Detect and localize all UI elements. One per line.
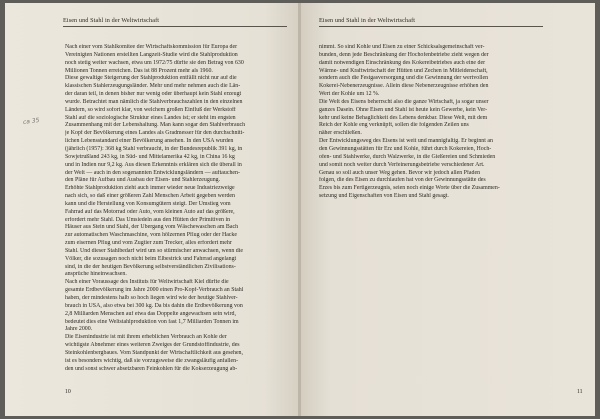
text-line: zum eisernen Pflug und vom Zugtier zum Trecker, alles erfordert mehr (65, 240, 232, 247)
text-line: Völker, die sozusagen noch nicht beim Elbestrick und Fahrrad angelangt (65, 255, 237, 262)
text-line: klassischen Stahlerzeugungsländer. Mehr und mehr nehmen auch die Län- (65, 83, 241, 90)
text-line: nimmt. So sind Kohle und Eisen zu einer Schicksalsgemeinschaft ver- (319, 44, 485, 50)
text-line: Stahl. Und dieser Stahlbedarf wird um so stürmischer anwachsen, wenn die (65, 247, 243, 254)
text-line: ansprüche hineinwachsen. (65, 271, 127, 278)
text-line: der Welt — auch in den sogenannten Entwicklungsländern — auftauchen- (65, 169, 240, 176)
text-line: lichen Lebensstandard einer Bevölkerung ansehen. In den USA wurden (65, 138, 234, 145)
text-line: Genau so soll auch unser Weg gehen. Bevor wir jedoch allen Pfaden (319, 169, 481, 176)
text-line: bunden, denn jede Beschränkung der Hochofenbetriebe zieht wegen der (319, 51, 489, 58)
text-line: Vereinigten Nationen erstellten Langzeit-Studie wird die Stahlproduktion (65, 51, 238, 58)
text-line: Nach einer Voraussage des Instituts für Weltwirtschaft Kiel dürfte die (65, 279, 229, 286)
text-line: Millionen Tonnen erreichen. Das ist 88 Prozent mehr als 1960. (65, 67, 213, 74)
text-line: ist es besonders wichtig, daß sie vorzugsweise die zwangsläufig anfallen- (65, 357, 239, 364)
text-line: Der Entwicklungsweg des Eisens ist weit und mannigfaltig. Er beginnt an (319, 138, 493, 145)
text-line: den Pläne für Aufbau und Ausbau der Eisen- und Stahlerzeugung. (65, 177, 221, 184)
text-line: Reich der Kohle eng verknüpft, sollen die folgenden Zeilen uns (319, 122, 469, 129)
text-line: Erzes bis zum Fertigerzeugnis, seien noch einige Worte über die Zusammen- (319, 185, 500, 192)
text-line: den Gewinnungsstätten für Erz und Kohle, führt durch Kokereien, Hoch- (319, 145, 492, 152)
text-line: Erhöhte Stahlproduktion zieht auch immer wieder neue Industriezweige (65, 185, 235, 192)
text-line: Diese gewaltige Steigerung der Stahlproduktion entfällt nicht nur auf die (65, 75, 237, 82)
text-line: folgen, die des Eisen zu durchlaufen hat von der Gewinnungsstätte des (319, 177, 486, 184)
text-line: Kokerei-Nebenerzeugnisse. Allein diese Nebenerzeugnisse erhöhen den (319, 83, 489, 90)
text-line: ganzes Dasein. Ohne Eisen und Stahl ist heute kein Gewerbe, kein Ver- (319, 106, 488, 113)
text-line: (jährlich (1957): 368 kg Stahl verbraucht, in der Bundesrepublik 391 kg, in (65, 145, 243, 152)
text-line: zur automatischen Waschmaschine, vom hölzernen Pflug oder der Hacke (65, 232, 237, 239)
text-line: kehr und keine Behaglichkeit des Lebens denkbar. Diese Welt, mit dem (319, 114, 488, 121)
text-line: Sowjetrußland 243 kg, in Süd- und Mittelamerika 42 kg, in China 16 kg (65, 153, 235, 160)
text-line: Die Welt des Eisens beherrscht also die ganze Wirtschaft, ja sogar unser (319, 98, 489, 105)
text-line: Stahl auf die soziologische Struktur eines Landes ist; er steht im engsten (65, 114, 236, 121)
text-line: Ländern, so wird sofort klar, von welchem großen Einfluß der Werkstoff (65, 106, 236, 113)
text-line: Nach einer vom Stahlkomitee der Wirtschaftskommission für Europa der (65, 44, 238, 50)
text-line: ofen- und Stahlwerke, durch Walzwerke, in die Gießereien und Schmieden (319, 153, 496, 160)
left-body-text (65, 44, 289, 373)
text-line: und in Indien nur 9,2 kg. Aus diesen Erkenntnis erklären sich die überall in (65, 161, 242, 168)
text-line: Häuser aus Stein und Stahl, der Übergang vom Wäschewaschen am Bach (65, 224, 239, 231)
left-running-head: Eisen und Stahl in der Weltwirtschaft (63, 17, 287, 27)
text-line: Fahrrad auf das Motorrad oder Auto, vom kleinen Auto auf das größere, (65, 208, 235, 215)
text-line: brauch in USA, also etwa bei 300 kg. Da bis dahin die Erdbevölkerung von (65, 302, 243, 309)
book-spread (5, 3, 595, 416)
right-running-head: Eisen und Stahl in der Weltwirtschaft (319, 17, 543, 27)
text-line: nach sich, so daß einer größeren Zahl Menschen Arbeit gegeben werden (65, 193, 235, 200)
text-line: gesamte Erdbevölkerung im Jahre 2000 einen Pro-Kopf-Verbrauch an Stahl (65, 287, 244, 294)
right-body-text (319, 44, 543, 201)
text-line: der daran teil, in denen bisher nur wenig oder überhaupt kein Stahl erzeugt (65, 91, 242, 98)
text-line: sind, in die der heutigen Bevölkerung selbstverständlichen Zivilisations- (65, 263, 236, 270)
right-page (301, 3, 595, 416)
text-line: bedeutet dies eine Weltstahlproduktion von fast 1,7 Milliarden Tonnen im (65, 318, 239, 325)
right-page-number: 11 (577, 389, 583, 395)
text-line: Jahre 2000. (65, 326, 93, 333)
text-line: und somit noch weiter durch Verfeinerungsbetriebe verschiedener Art. (319, 161, 485, 168)
text-line: 2,8 Milliarden Menschen auf etwa das Doppelte angewachsen sein wird, (65, 310, 236, 317)
text-line: wichtigste Abnehmer eines weiteren Zweiges der Grundstoffindustrie, des (65, 342, 240, 349)
text-line: Die Eisenindustrie ist mit ihrem erheblichen Verbrauch an Kohle der (65, 334, 227, 341)
margin-note: ca 35 (22, 116, 40, 127)
text-line: Steinkohlenbergbaues. Vom Standpunkt der Wirtschaftlichkeit aus gesehen, (65, 349, 243, 356)
text-line: Zusammenhang mit der Lebenshaltung. Man kann sogar den Stahlverbrauch (65, 122, 246, 129)
text-line: kann und die Herstellung von Konsumgütern steigt. Der Umstieg vom (65, 200, 231, 207)
text-line: näher erschließen. (319, 130, 362, 137)
text-line: Wert der Kohle um 12 %. (319, 91, 380, 98)
text-line: sondern auch die Festgasversorgung und die Gewinnung der wertvollen (319, 75, 489, 82)
left-page-number: 10 (65, 389, 71, 395)
text-line: den und sonst schwer absetzbaren Feinkohlen für die Kokserzeugung ab- (65, 365, 238, 372)
text-line: noch stetig weiter wachsen, etwa um 1972/75 dürfte sie den Betrag von 630 (65, 59, 244, 66)
text-line: je Kopf der Bevölkerung eines Landes als Gradmesser für den durchschnitt- (65, 130, 245, 137)
text-line: erfordert mehr Stahl. Das Umsiedeln aus den Hütten der Primitiven in (65, 216, 231, 223)
text-line: wurde. Betrachtet man nämlich die Stahlverbrauchszahlen in den einzelnen (65, 98, 243, 105)
left-page (5, 3, 299, 416)
text-line: Wärme- und Kraftwirtschaft der Hütten und Zechen in Mitleidenschaft, (319, 67, 488, 74)
text-line: setzung und Eigenschaften von Eisen und Stahl gesagt. (319, 193, 449, 200)
text-line: damit notwendigen Einschränkung des Kokereibetriebes auch eine der (319, 59, 486, 66)
text-line: haben, der mindestens halb so hoch liegen wird wie der heutige Stahlver- (65, 295, 238, 301)
